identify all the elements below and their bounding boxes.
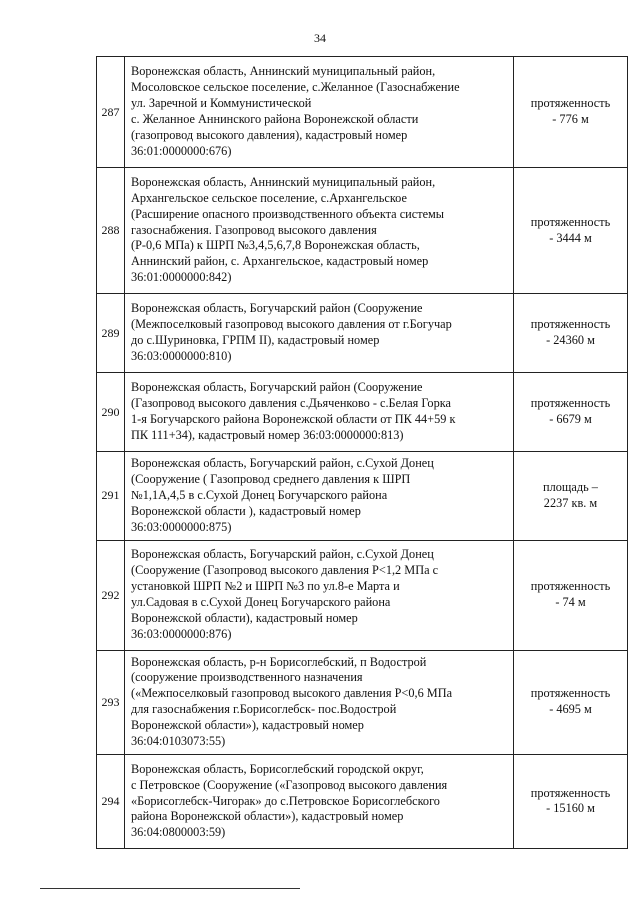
object-description <box>125 373 514 452</box>
description-line: Воронежской области ), кадастровый номер <box>131 503 361 518</box>
description-line: «Борисоглебск-Чигорак» до с.Петровское Борисоглебского <box>131 793 440 808</box>
table-row <box>97 540 628 650</box>
row-number: 290 <box>97 373 125 452</box>
object-measure <box>514 650 628 754</box>
row-number: 292 <box>97 540 125 650</box>
measure-line: протяженность <box>530 96 611 111</box>
description-line: («Межпоселковый газопровод высокого давления Р<0,6 МПа <box>131 686 453 701</box>
description-line: 36:04:0800003:59) <box>131 825 226 840</box>
measure-line: - 74 м <box>555 595 586 610</box>
description-line: ул. Заречной и Коммунистической <box>131 96 312 111</box>
description-line: Воронежская область, Богучарский район, с.Сухой Донец <box>131 456 434 470</box>
measure-line: - 776 м <box>552 112 589 126</box>
measure-line: - 4695 м <box>549 702 592 717</box>
description-line: (Газопровод высокого давления с.Дьяченково - с.Белая Горка <box>131 396 451 411</box>
description-line: (Сооружение ( Газопровод среднего давления к ШРП <box>131 471 411 486</box>
description-line: для газоснабжения г.Борисоглебск- пос.Водострой <box>131 702 397 717</box>
object-measure <box>514 373 628 452</box>
description-line: ПК 111+34), кадастровый номер 36:03:0000000:813) <box>131 427 404 442</box>
measure-line: протяженность <box>530 317 611 332</box>
description-line: Воронежской области), кадастровый номер <box>131 610 358 625</box>
description-line: Воронежская область, Богучарский район (Сооружение <box>131 301 423 316</box>
object-description <box>125 168 514 294</box>
table-row <box>97 57 628 168</box>
description-line: 36:01:0000000:676) <box>131 143 232 158</box>
description-line: Воронежской области»), кадастровый номер <box>131 718 364 733</box>
description-line: Архангельское сельское поселение, с.Архангельское <box>131 190 407 205</box>
page-number: 34 <box>314 31 326 45</box>
table-row <box>97 452 628 541</box>
row-number: 289 <box>97 294 125 373</box>
object-measure <box>514 57 628 168</box>
measure-line: - 24360 м <box>546 333 595 347</box>
description-line: установкой ШРП №2 и ШРП №3 по ул.8-е Марта и <box>131 579 400 594</box>
table-row <box>97 168 628 294</box>
description-line: (сооружение производственного назначения <box>131 670 363 685</box>
measure-line: протяженность <box>530 686 611 701</box>
property-registry-table <box>96 56 628 849</box>
description-line: Воронежская область, р-н Борисоглебский, п Водострой <box>131 654 427 669</box>
description-line: №1,1А,4,5 в с.Сухой Донец Богучарского района <box>131 487 388 502</box>
measure-line: протяженность <box>530 214 611 229</box>
description-line: 1-я Богучарского района Воронежской области от ПК 44+59 к <box>131 412 456 426</box>
registry-table-body <box>97 57 628 849</box>
object-measure <box>514 452 628 541</box>
description-line: Аннинский район, с. Архангельское, кадастровый номер <box>131 254 429 269</box>
description-line: газоснабжения. Газопровод высокого давления <box>131 222 377 237</box>
description-line: Воронежская область, Борисоглебский городской округ, <box>131 761 424 776</box>
measure-line: - 3444 м <box>549 230 592 245</box>
footnote-rule <box>40 888 300 889</box>
row-number: 288 <box>97 168 125 294</box>
description-line: 36:01:0000000:842) <box>131 270 232 285</box>
object-measure <box>514 168 628 294</box>
description-line: 36:03:0000000:810) <box>131 348 232 363</box>
table-row <box>97 754 628 848</box>
row-number: 291 <box>97 452 125 541</box>
description-line: (газопровод высокого давления), кадастровый номер <box>131 127 408 142</box>
object-measure <box>514 754 628 848</box>
description-line: (Межпоселковый газопровод высокого давления от г.Богучар <box>131 317 452 332</box>
description-line: Воронежская область, Аннинский муниципальный район, <box>131 174 436 189</box>
table-row <box>97 294 628 373</box>
measure-line: площадь – <box>543 479 598 494</box>
description-line: района Воронежской области»), кадастровый номер <box>131 809 404 824</box>
table-row <box>97 650 628 754</box>
description-line: Воронежская область, Богучарский район, с.Сухой Донец <box>131 547 434 562</box>
description-line: 36:04:0103073:55) <box>131 734 226 749</box>
description-line: (Сооружение (Газопровод высокого давления Р<1,2 МПа с <box>131 563 439 578</box>
object-description <box>125 754 514 848</box>
row-number: 293 <box>97 650 125 754</box>
measure-line: 2237 кв. м <box>543 495 598 510</box>
description-line: с. Желанное Аннинского района Воронежской области <box>131 112 419 126</box>
row-number: 294 <box>97 754 125 848</box>
description-line: Воронежская область, Богучарский район (Сооружение <box>131 380 423 395</box>
description-line: с Петровское (Сооружение («Газопровод высокого давления <box>131 777 448 792</box>
measure-line: - 6679 м <box>549 412 592 426</box>
object-measure <box>514 540 628 650</box>
row-number: 287 <box>97 57 125 168</box>
description-line: 36:03:0000000:876) <box>131 626 232 641</box>
object-description <box>125 294 514 373</box>
description-line: Мосоловское сельское поселение, с.Желанное (Газоснабжение <box>131 80 460 95</box>
description-line: Воронежская область, Аннинский муниципальный район, <box>131 64 436 79</box>
measure-line: протяженность <box>530 579 611 594</box>
object-description <box>125 540 514 650</box>
object-measure <box>514 294 628 373</box>
measure-line: протяженность <box>530 396 611 411</box>
description-line: (Расширение опасного производственного объекта системы <box>131 206 445 221</box>
description-line: (Р-0,6 МПа) к ШРП №3,4,5,6,7,8 Воронежская область, <box>131 238 420 253</box>
description-line: до с.Шуриновка, ГРПМ II), кадастровый номер <box>131 333 380 347</box>
table-row <box>97 373 628 452</box>
object-description <box>125 650 514 754</box>
object-description <box>125 452 514 541</box>
description-line: 36:03:0000000:875) <box>131 519 232 534</box>
measure-line: - 15160 м <box>546 801 595 816</box>
measure-line: протяженность <box>530 785 611 800</box>
description-line: ул.Садовая в с.Сухой Донец Богучарского района <box>131 595 391 610</box>
object-description <box>125 57 514 168</box>
